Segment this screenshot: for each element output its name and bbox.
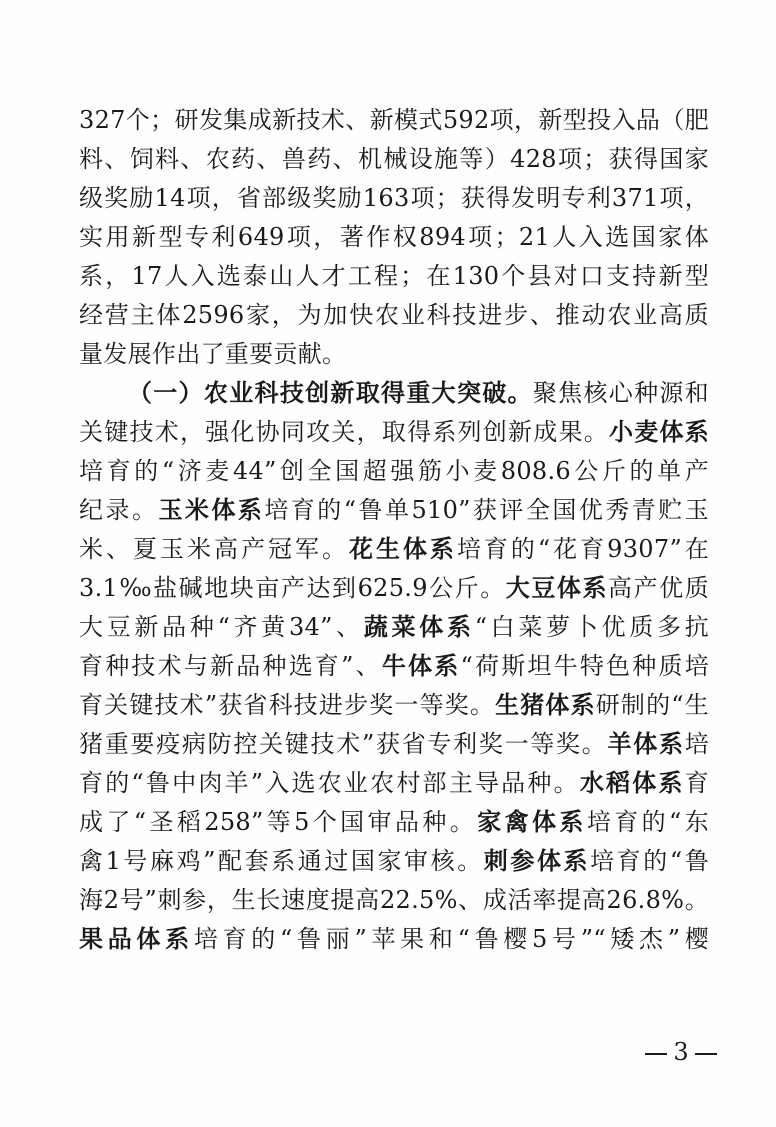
text-span: 海2号”刺参，生长速度提高22.5%、成活率提高26.8%。 (79, 886, 709, 914)
text-span: 培育的“花育9307”在 (456, 535, 710, 563)
bold-heading-span: 蔬菜体系 (363, 613, 475, 641)
text-span: 3.1‰盐碱地块亩产达到625.9公斤。 (79, 574, 506, 602)
text-span: 育的“鲁中肉羊”入选农业农村部主导品种。 (79, 769, 580, 797)
text-span: 培育的“东 (586, 808, 709, 836)
text-span: 327个；研发集成新技术、新模式592项，新型投入品（肥 (79, 106, 709, 134)
bold-heading-span: 玉米体系 (158, 496, 265, 524)
text-line (79, 178, 709, 218)
text-span: 经营主体2596家，为加快农业科技进步、推动农业高质 (79, 301, 709, 329)
text-line (79, 217, 709, 257)
text-span: 料、饲料、农药、兽药、机械设施等）428项；获得国家 (79, 145, 709, 173)
text-line (79, 568, 709, 608)
bold-heading-span: 刺参体系 (483, 847, 591, 875)
text-line (79, 724, 709, 764)
text-line (79, 685, 709, 725)
text-span: 培育的“鲁丽”苹果和“鲁樱5号”“矮杰”樱 (193, 925, 709, 953)
text-span: 培 (684, 730, 709, 758)
text-span: 聚焦核心种源和 (532, 379, 709, 407)
text-line (79, 334, 709, 374)
text-span: 育种技术与新品种选育”、 (79, 652, 382, 680)
text-line (79, 802, 709, 842)
text-span: 量发展作出了重要贡献。 (79, 340, 347, 368)
text-line (79, 607, 709, 647)
bold-heading-span: 生猪体系 (495, 691, 596, 719)
text-span: 大豆新品种“齐黄34”、 (79, 613, 364, 641)
text-span: 育关键技术”获省科技进步奖一等奖。 (79, 691, 496, 719)
bold-heading-span: 牛体系 (381, 652, 461, 680)
text-span: 级奖励14项，省部级奖励163项；获得发明专利371项， (79, 184, 709, 212)
text-span: 育 (684, 769, 709, 797)
text-span: 高产优质 (608, 574, 710, 602)
text-line (79, 100, 709, 140)
text-span: “白菜萝卜优质多抗 (474, 613, 709, 641)
text-line (128, 373, 709, 413)
text-line (79, 841, 709, 881)
page-number-value: 3 (673, 1038, 689, 1066)
page-number (636, 1032, 726, 1072)
text-span: 实用新型专利649项，著作权894项；21人入选国家体 (79, 223, 709, 251)
text-span: 成了“圣稻258”等5个国审品种。 (79, 808, 478, 836)
text-span: 培育的“鲁单510”获评全国优秀青贮玉 (264, 496, 710, 524)
text-line (79, 646, 709, 686)
text-span: 纪录。 (79, 496, 159, 524)
text-line (79, 880, 709, 920)
bold-heading-span: 大豆体系 (505, 574, 609, 602)
text-span: “荷斯坦牛特色种质培 (460, 652, 709, 680)
text-span: 系，17人入选泰山人才工程；在130个县对口支持新型 (79, 262, 709, 290)
text-line (79, 763, 709, 803)
text-span: 研制的“生 (595, 691, 709, 719)
text-line (79, 919, 709, 959)
bold-heading-span: （一）农业科技创新取得重大突破。 (128, 379, 533, 407)
text-span: 培育的“济麦44”创全国超强筋小麦808.6公斤的单产 (79, 457, 709, 485)
bold-heading-span: 羊体系 (607, 730, 685, 758)
text-span: 关键技术，强化协同攻关，取得系列创新成果。 (79, 418, 609, 446)
text-line (79, 295, 709, 335)
text-span: 培育的“鲁 (590, 847, 709, 875)
bold-heading-span: 小麦体系 (608, 418, 709, 446)
text-span: 米、夏玉米高产冠军。 (79, 535, 349, 563)
bold-heading-span: 花生体系 (348, 535, 457, 563)
text-line (79, 256, 709, 296)
text-line (79, 529, 709, 569)
text-line (79, 412, 709, 452)
bold-heading-span: 果品体系 (79, 925, 194, 953)
text-line (79, 139, 709, 179)
bold-heading-span: 水稻体系 (579, 769, 685, 797)
text-span: 猪重要疫病防控关键技术”获省专利奖一等奖。 (79, 730, 608, 758)
text-span: 禽1号麻鸡”配套系通过国家审核。 (79, 847, 484, 875)
text-line (79, 490, 709, 530)
text-line (79, 451, 709, 491)
bold-heading-span: 家禽体系 (477, 808, 587, 836)
